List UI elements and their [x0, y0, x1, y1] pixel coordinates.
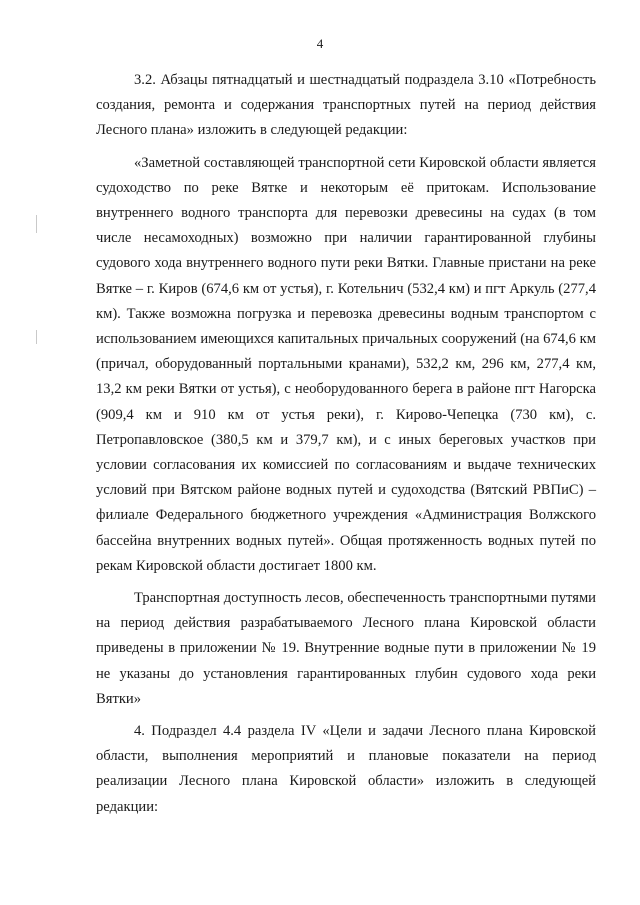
document-body: [96, 68, 596, 827]
scan-margin-mark: [36, 330, 37, 344]
paragraph-waterway-transport: «Заметной составляющей транспортной сети Кировской области является судоходство по реке Вятке и некоторым её притокам. Использование внутреннего водного транспорта для перевозки древесины на судах (в том числе несамоходных) возможно при наличии гарантированной глубины судового хода внутреннего водного пути реки Вятки. Главные пристани на реке Вятке – г. Киров (674,6 км от устья), г. Котельнич (532,4 км) и пгт Аркуль (277,4 км). Также возможна погрузка и перевозка древесины водным транспортом с использованием имеющихся капитальных причальных сооружений (на 674,6 км (причал, оборудованный портальными кранами), 532,2 км, 296 км, 277,4 км, 13,2 км реки Вятки от устья), с необорудованного берега в районе пгт Нагорска (909,4 км и 910 км от устья реки), г. Кирово-Чепецка (730 км), с. Петропавловское (380,5 км и 379,7 км), и с иных береговых участков при условии согласования их комиссией по согласованиям и выдаче технических условий при Вятском районе водных путей и судоходства (Вятский РВПиС) – филиале Федерального бюджетного учреждения «Администрация Волжского бассейна внутренних водных путей». Общая протяженность водных путей по рекам Кировской области достигает 1800 км.: [96, 154, 596, 574]
paragraph-amendment-3-2: 3.2. Абзацы пятнадцатый и шестнадцатый подраздела 3.10 «Потребность создания, ремонта и содержания транспортных путей на период действия Лесного плана» изложить в следующей редакции:: [96, 72, 596, 139]
paragraph-amendment-4: 4. Подраздел 4.4 раздела IV «Цели и задачи Лесного плана Кировской области, выполнения мероприятий и плановые показатели на период реализации Лесного плана Кировской области» изложить в следующей редакции:: [96, 723, 596, 815]
page-number: 4: [316, 36, 324, 51]
paragraph-transport-accessibility: Транспортная доступность лесов, обеспеченность транспортными путями на период действия разрабатываемого Лесного плана Кировской области приведены в приложении № 19. Внутренние водные пути в приложении № 19 не указаны до установления гарантированных глубин судового хода реки Вятки»: [96, 590, 596, 707]
scan-margin-mark: [36, 215, 37, 233]
